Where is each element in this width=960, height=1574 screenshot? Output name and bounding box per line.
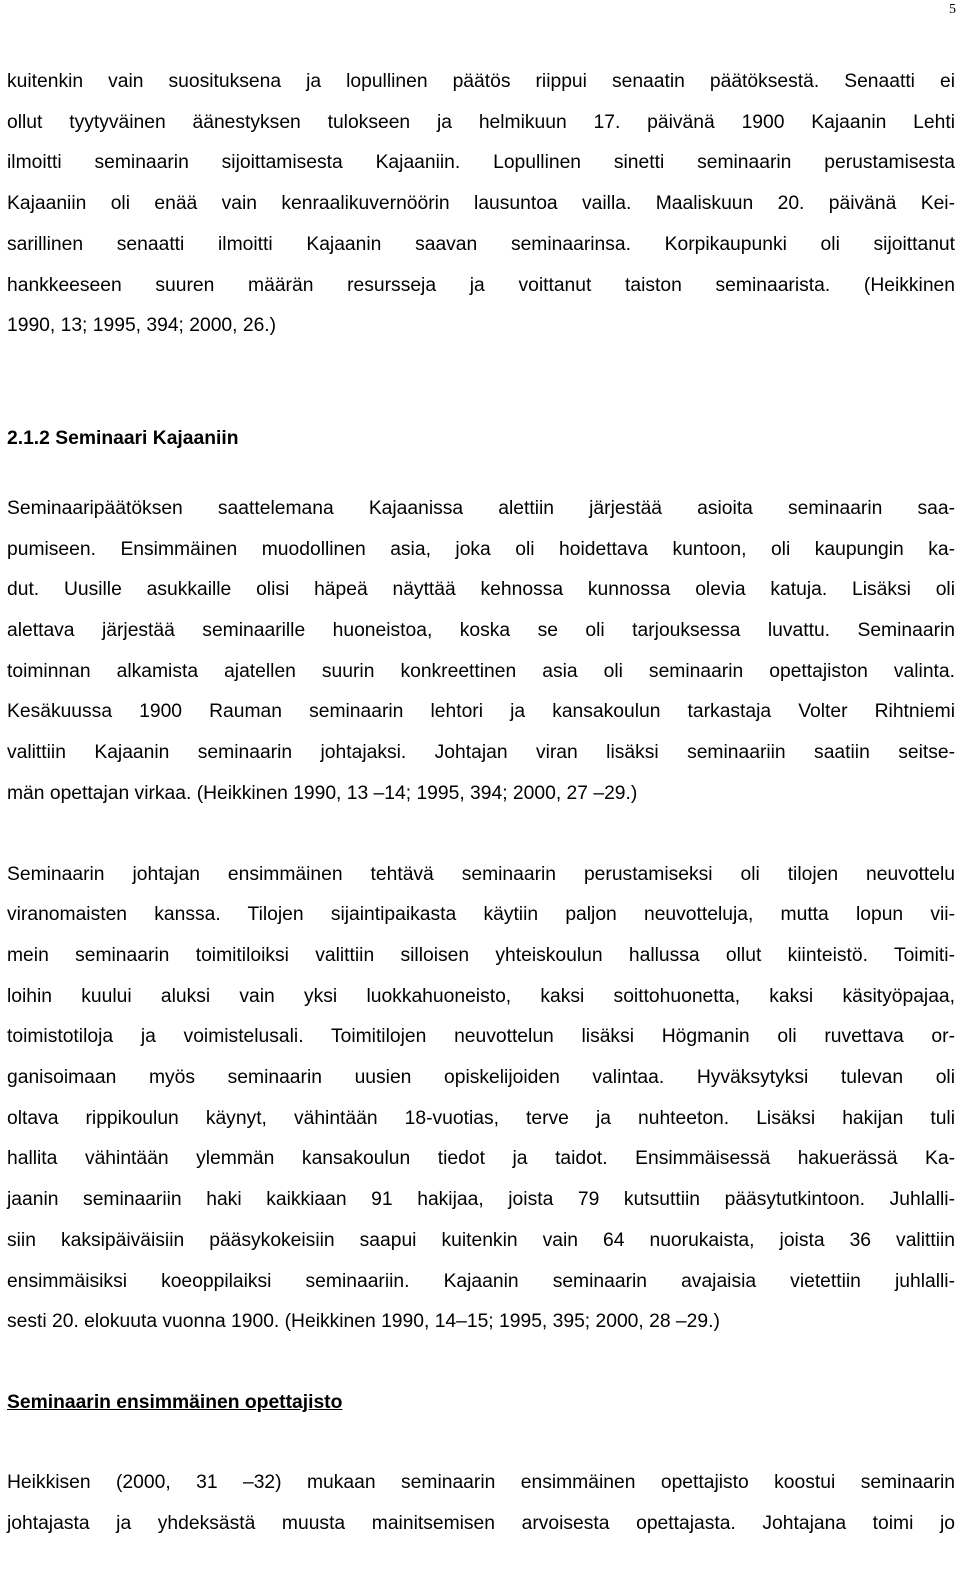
document-body xyxy=(7,62,955,1544)
text-line: mein seminaarin toimitiloiksi valittiin silloisen yhteiskoulun hallussa ollut kiinteistö. Toimiti- xyxy=(7,944,955,966)
page-number: 5 xyxy=(949,2,956,17)
text-line: hankkeeseen suuren määrän resursseja ja voittanut taiston seminaarista. (Heikkinen xyxy=(7,274,955,296)
text-line: oltava rippikoulun käynyt, vähintään 18-vuotias, terve ja nuhteeton. Lisäksi hakijan tuli xyxy=(7,1107,955,1129)
text-line: Heikkisen (2000, 31 –32) mukaan seminaarin ensimmäinen opettajisto koostui seminaarin xyxy=(7,1471,955,1493)
text-line: ensimmäisiksi koeoppilaiksi seminaariin. Kajaanin seminaarin avajaisia vietettiin juhlalli- xyxy=(7,1270,955,1292)
text-line: viranomaisten kanssa. Tilojen sijaintipaikasta käytiin paljon neuvotteluja, mutta lopun vii- xyxy=(7,904,955,926)
paragraph-2 xyxy=(7,489,955,815)
text-line: johtajasta ja yhdeksästä muusta mainitsemisen arvoisesta opettajasta. Johtajana toimi jo xyxy=(7,1512,955,1534)
text-line: loihin kuului aluksi vain yksi luokkahuoneisto, kaksi soittohuonetta, kaksi käsityöpajaa, xyxy=(7,985,955,1007)
text-line: toiminnan alkamista ajatellen suurin konkreettinen asia oli seminaarin opettajiston valinta. xyxy=(7,660,955,682)
text-line: pumiseen. Ensimmäinen muodollinen asia, joka oli hoidettava kuntoon, oli kaupungin ka- xyxy=(7,538,955,560)
text-line: kuitenkin vain suosituksena ja lopullinen päätös riippui senaatin päätöksestä. Senaatti ei xyxy=(7,71,955,92)
paragraph-1 xyxy=(7,62,955,347)
text-line: dut. Uusille asukkaille olisi häpeä näyttää kehnossa kunnossa olevia katuja. Lisäksi oli xyxy=(7,579,955,601)
text-line: män opettajan virkaa. (Heikkinen 1990, 13 –14; 1995, 394; 2000, 27 –29.) xyxy=(7,782,638,804)
text-line: jaanin seminaariin haki kaikkiaan 91 hakijaa, joista 79 kutsuttiin pääsytutkintoon. Juhlalli- xyxy=(7,1189,955,1211)
text-line: siin kaksipäiväisiin pääsykokeisiin saapui kuitenkin vain 64 nuorukaista, joista 36 valittiin xyxy=(7,1229,955,1251)
text-line: ganisoimaan myös seminaarin uusien opiskelijoiden valintaa. Hyväksytyksi tulevan oli xyxy=(7,1067,955,1089)
section-heading: 2.1.2 Seminaari Kajaaniin xyxy=(7,427,239,449)
text-line: Seminaarin johtajan ensimmäinen tehtävä seminaarin perustamiseksi oli tilojen neuvottelu xyxy=(7,863,955,885)
text-line: Kajaaniin oli enää vain kenraalikuvernöörin lausuntoa vailla. Maaliskuun 20. päivänä Kei- xyxy=(7,193,955,215)
text-line: sarillinen senaatti ilmoitti Kajaanin saavan seminaarinsa. Korpikaupunki oli sijoittanut xyxy=(7,233,955,255)
text-line: hallita vähintään ylemmän kansakoulun tiedot ja taidot. Ensimmäisessä hakuerässä Ka- xyxy=(7,1148,955,1170)
text-line: Kesäkuussa 1900 Rauman seminaarin lehtori ja kansakoulun tarkastaja Volter Rihtniemi xyxy=(7,701,955,723)
text-line: alettava järjestää seminaarille huoneistoa, koska se oli tarjouksessa luvattu. Seminaarin xyxy=(7,620,955,642)
paragraph-3 xyxy=(7,855,955,1343)
text-line: ollut tyytyväinen äänestyksen tulokseen ja helmikuun 17. päivänä 1900 Kajaanin Lehti xyxy=(7,111,955,133)
text-line: ilmoitti seminaarin sijoittamisesta Kajaaniin. Lopullinen sinetti seminaarin perustamisesta xyxy=(7,152,955,174)
text-line: Seminaaripäätöksen saattelemana Kajaanissa alettiin järjestää asioita seminaarin saa- xyxy=(7,497,955,519)
text-line: sesti 20. elokuuta vuonna 1900. (Heikkinen 1990, 14–15; 1995, 395; 2000, 28 –29.) xyxy=(7,1311,720,1333)
subsection-heading: Seminaarin ensimmäinen opettajisto xyxy=(7,1391,343,1413)
paragraph-4 xyxy=(7,1463,955,1544)
text-line: valittiin Kajaanin seminaarin johtajaksi. Johtajan viran lisäksi seminaariin saatiin seitse- xyxy=(7,742,955,764)
text-line: 1990, 13; 1995, 394; 2000, 26.) xyxy=(7,315,277,337)
text-line: toimistotiloja ja voimistelusali. Toimitilojen neuvottelun lisäksi Högmanin oli ruvettava or- xyxy=(7,1026,955,1048)
